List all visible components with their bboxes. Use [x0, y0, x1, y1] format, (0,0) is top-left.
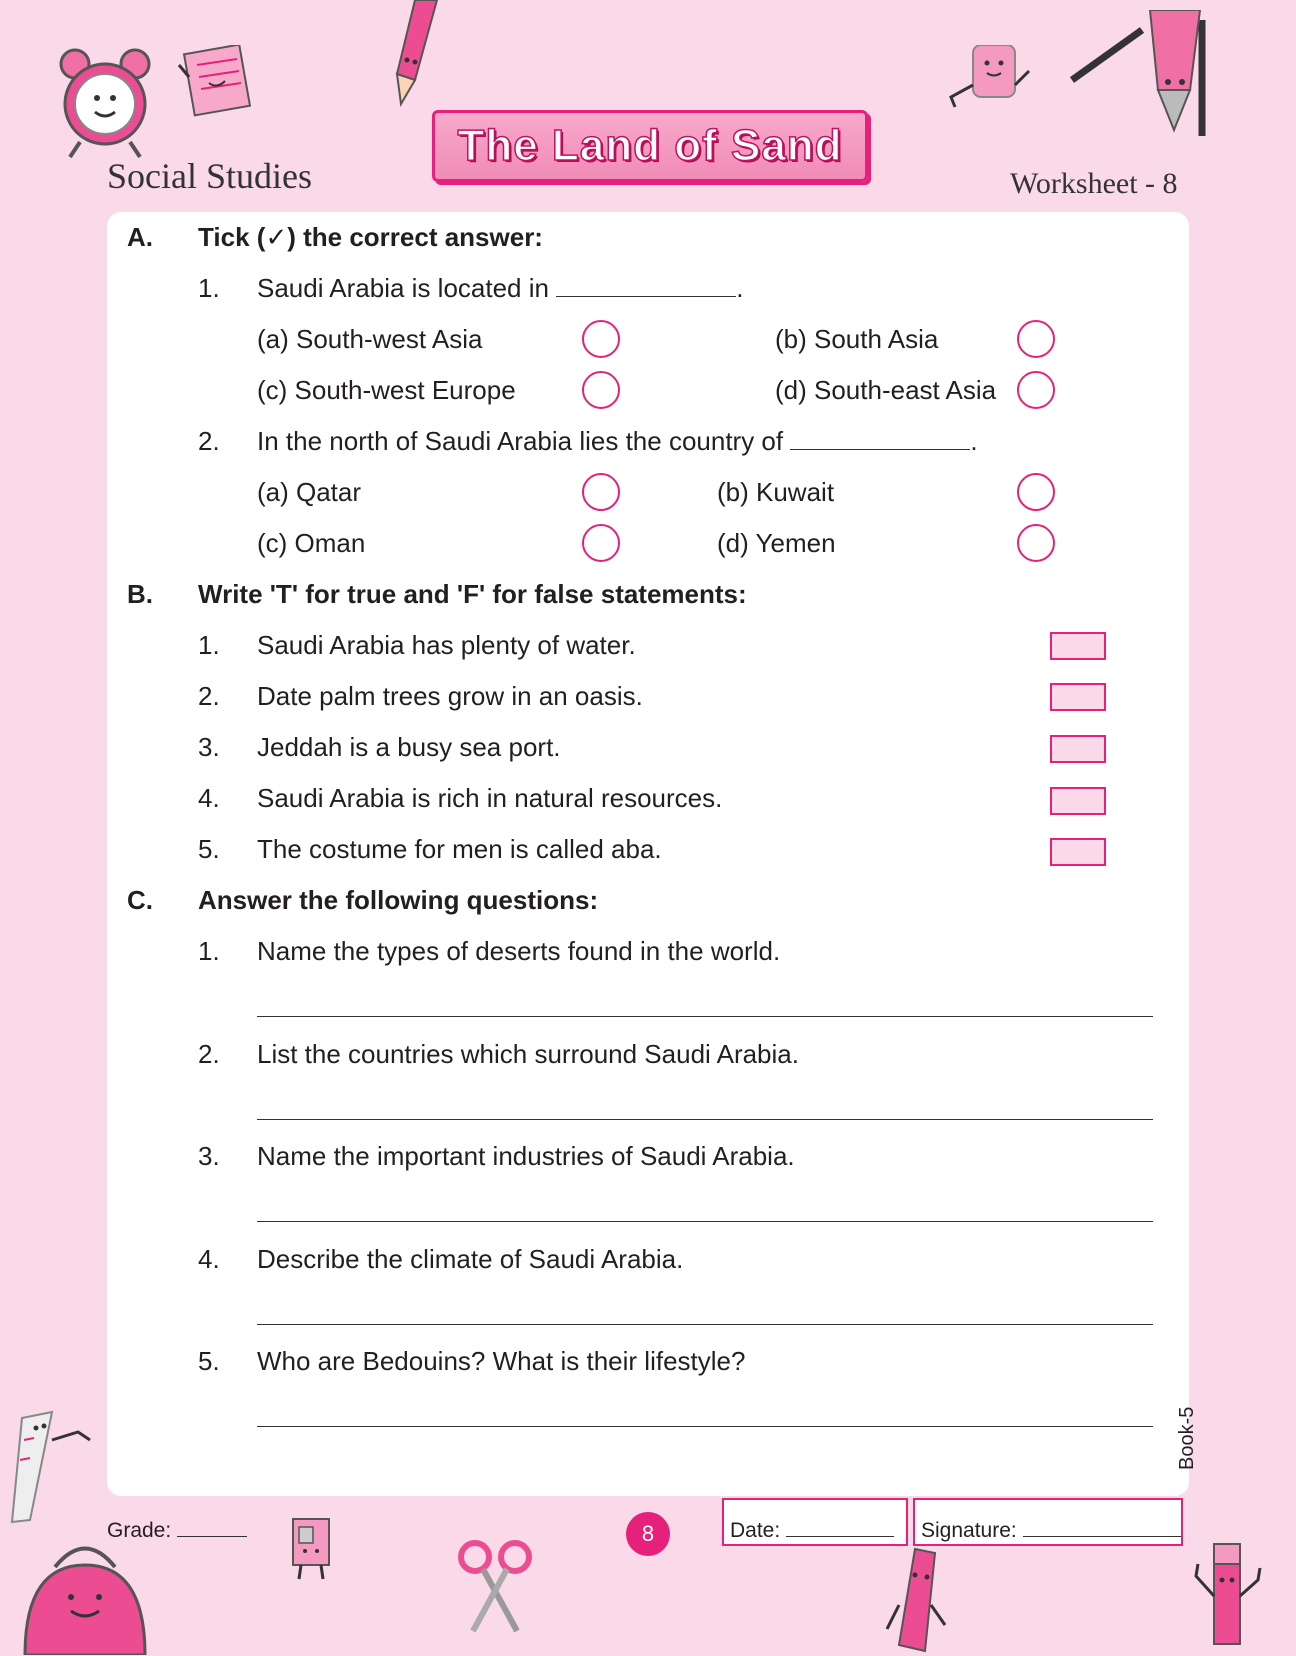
answer-blank[interactable] [790, 427, 970, 450]
question-text: List the countries which surround Saudi Arabia. [257, 1039, 799, 1069]
ruler-character-icon [8, 1410, 98, 1530]
statement-text: Saudi Arabia has plenty of water. [257, 630, 636, 660]
question-number: 2. [198, 1039, 220, 1069]
question-text: Name the types of deserts found in the world. [257, 936, 781, 966]
section-c-heading: Answer the following questions: [198, 885, 599, 915]
tick-circle[interactable] [1017, 371, 1055, 409]
option-label: (b) South Asia [775, 324, 939, 354]
crayon-character-icon [1070, 10, 1220, 140]
answer-line[interactable] [257, 1016, 1153, 1017]
date-box: Date: [722, 1498, 908, 1546]
statement-text: Saudi Arabia is rich in natural resources. [257, 783, 723, 813]
tick-circle[interactable] [1017, 473, 1055, 511]
notepad-icon [175, 45, 265, 125]
section-a-heading: Tick (✓) the correct answer: [198, 222, 543, 252]
eraser-icon [945, 45, 1035, 120]
pencil-icon [385, 0, 445, 110]
true-false-box[interactable] [1050, 838, 1106, 866]
statement-text: Date palm trees grow in an oasis. [257, 681, 643, 711]
answer-line[interactable] [257, 1426, 1153, 1427]
worksheet-title-banner [432, 110, 868, 182]
alarm-clock-icon [55, 42, 155, 162]
true-false-box[interactable] [1050, 735, 1106, 763]
true-false-box[interactable] [1050, 787, 1106, 815]
option-label: (a) South-west Asia [257, 324, 483, 354]
section-a-letter: A. [127, 222, 153, 252]
question-number: 2. [198, 426, 220, 456]
statement-number: 4. [198, 783, 220, 813]
worksheet-title: The Land of Sand [457, 121, 843, 170]
question-text: Saudi Arabia is located in . [257, 273, 744, 303]
answer-blank[interactable] [556, 274, 736, 297]
answer-line[interactable] [257, 1221, 1153, 1222]
tick-circle[interactable] [582, 320, 620, 358]
tick-circle[interactable] [582, 524, 620, 562]
date-blank[interactable] [786, 1518, 894, 1537]
tick-circle[interactable] [582, 371, 620, 409]
statement-number: 3. [198, 732, 220, 762]
section-c-letter: C. [127, 885, 153, 915]
answer-line[interactable] [257, 1324, 1153, 1325]
option-label: (c) South-west Europe [257, 375, 516, 405]
statement-text: Jeddah is a busy sea port. [257, 732, 561, 762]
subject-label: Social Studies [107, 156, 312, 196]
option-label: (d) Yemen [717, 528, 836, 558]
question-number: 1. [198, 936, 220, 966]
grade-field: Grade: [107, 1518, 247, 1543]
question-text: In the north of Saudi Arabia lies the country of . [257, 426, 978, 456]
grade-blank[interactable] [177, 1518, 247, 1537]
scissors-icon [455, 1535, 535, 1635]
worksheet-number: Worksheet - 8 [1010, 167, 1178, 200]
pen-character-icon [885, 1545, 955, 1655]
signature-box: Signature: [913, 1498, 1183, 1546]
tick-circle[interactable] [1017, 524, 1055, 562]
question-number: 5. [198, 1346, 220, 1376]
true-false-box[interactable] [1050, 632, 1106, 660]
option-label: (b) Kuwait [717, 477, 835, 507]
statement-number: 2. [198, 681, 220, 711]
statement-number: 5. [198, 834, 220, 864]
statement-text: The costume for men is called aba. [257, 834, 662, 864]
question-text: Who are Bedouins? What is their lifestyle? [257, 1346, 746, 1376]
section-b-heading: Write 'T' for true and 'F' for false statements: [198, 579, 747, 609]
sharpener-icon [283, 1515, 343, 1585]
page-number: 8 [626, 1512, 670, 1556]
true-false-box[interactable] [1050, 683, 1106, 711]
question-number: 1. [198, 273, 220, 303]
backpack-icon [15, 1525, 155, 1655]
worksheet-panel [107, 212, 1189, 1496]
option-label: (c) Oman [257, 528, 366, 558]
question-text: Describe the climate of Saudi Arabia. [257, 1244, 684, 1274]
option-label: (a) Qatar [257, 477, 362, 507]
book-label: Book-5 [1176, 1406, 1198, 1470]
signature-blank[interactable] [1023, 1518, 1181, 1537]
answer-line[interactable] [257, 1119, 1153, 1120]
statement-number: 1. [198, 630, 220, 660]
question-number: 3. [198, 1141, 220, 1171]
tick-circle[interactable] [582, 473, 620, 511]
question-number: 4. [198, 1244, 220, 1274]
section-b-letter: B. [127, 579, 153, 609]
question-text: Name the important industries of Saudi Arabia. [257, 1141, 795, 1171]
option-label: (d) South-east Asia [775, 375, 997, 405]
tick-circle[interactable] [1017, 320, 1055, 358]
pencil-character-icon [1190, 1540, 1270, 1656]
